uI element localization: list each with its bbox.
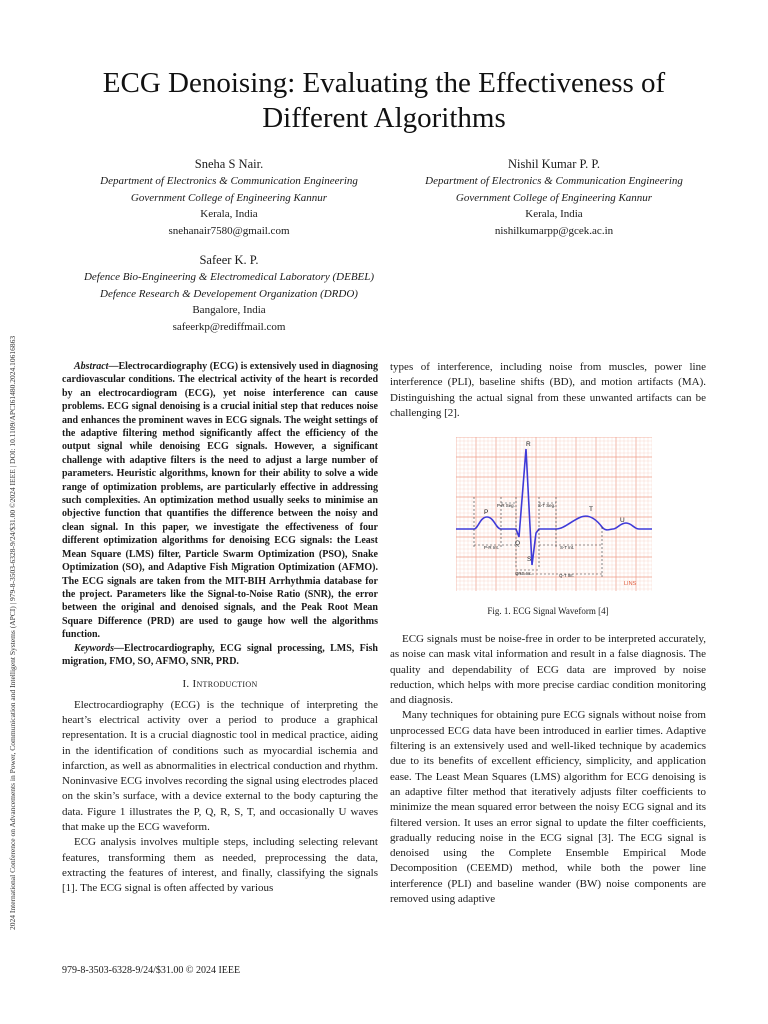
- title-line-1: ECG Denoising: Evaluating the Effectiveness of: [102, 67, 666, 99]
- right-column-body: [390, 632, 706, 907]
- author-name: Safeer K. P.: [199, 253, 259, 267]
- label-st-seg: S-T Seg.: [538, 503, 556, 508]
- author-email[interactable]: snehanair7580@gmail.com: [168, 224, 290, 237]
- keywords-text: —Electrocardiography, ECG signal processing, LMS, Fish migration, FMO, SO, AFMO, SNR, PRD.: [62, 642, 378, 667]
- ecg-waveform-figure: [456, 437, 652, 591]
- label-r: R: [526, 441, 531, 448]
- section-number: I.: [182, 678, 190, 691]
- left-column: [62, 360, 378, 897]
- ecg-waveform-diagram: [456, 437, 652, 591]
- author-location: Bangalore, India: [192, 304, 266, 316]
- label-t: T: [589, 506, 593, 513]
- label-s: S: [527, 556, 532, 563]
- author-organization: Government College of Engineering Kannur: [130, 191, 328, 204]
- label-u: U: [620, 517, 625, 524]
- author-organization: Government College of Engineering Kannur: [455, 191, 653, 204]
- author-name: Sneha S Nair.: [194, 157, 264, 171]
- author-block-3: [54, 251, 404, 335]
- author-department: Department of Electronics & Communication Engineering: [425, 175, 683, 187]
- copyright-footer: 979-8-3503-6328-9/24/$31.00 © 2024 IEEE: [62, 965, 241, 976]
- author-location: Kerala, India: [200, 208, 258, 220]
- author-location: Kerala, India: [525, 208, 583, 220]
- label-qrs-int: QRS Int.: [515, 571, 532, 576]
- author-name: Nishil Kumar P. P.: [507, 157, 601, 171]
- label-pr-seg: P-R Seg.: [497, 503, 515, 508]
- conference-doi-note: 2024 International Conference on Advancements in Power, Communication and Intelligent Systems (APCI) | 979-8-3503-6328-9/24/$31.00 ©2024 IEEE | DOI: 10.1109/APCI61480.2024.10616863: [8, 335, 17, 930]
- section-heading-introduction: [62, 677, 378, 692]
- author-block-2: [384, 155, 724, 239]
- figure-caption: Fig. 1. ECG Signal Waveform [4]: [487, 606, 609, 616]
- label-qt-int: Q-T Int.: [559, 573, 574, 578]
- body-paragraph: ECG signals must be noise-free in order to be interpreted accurately, as noise can mask vital information and result in a false diagnosis. The quality and dependability of ECG data are improved by noise reduction, which helps with more precise cardiac condition monitoring and diagnosis.: [390, 633, 706, 707]
- intro-paragraph: ECG analysis involves multiple steps, including selecting relevant features, transforming them as needed, preprocessing the data, extracting the features of interest, and finally, classifying the signals [1]. The ECG signal is often affected by various: [62, 836, 378, 895]
- body-paragraph: Many techniques for obtaining pure ECG signals without noise from unprocessed ECG data have been introduced in earlier times. Adaptive filtering is an extensively used and well-liked technique by academics due to its benefits of excellent efficiency, simplicity, and application ease. The Least Mean Squares (LMS) algorithm for ECG denoising is an adaptive filter method that iteratively adjusts filter coefficients to minimize the mean squared error between the noisy ECG signal and its filtered version. It uses an error signal to update the filter coefficients, gradually reducing noise in the ECG signal [3]. The ECG signal is denoised using the Complete Ensemble Empirical Mode Decomposition (CEEMD) method, while both the power line interference (PLI) and baseline wander (BW) noise components are removed using adaptive: [390, 709, 706, 906]
- author-email[interactable]: nishilkumarpp@gcek.ac.in: [494, 224, 614, 237]
- section-title: Introduction: [192, 678, 258, 691]
- label-q: Q: [515, 540, 521, 547]
- title-line-2: Different Algorithms: [262, 102, 506, 134]
- watermark-logo: LINS: [624, 581, 637, 587]
- author-organization: Defence Research & Developement Organization (DRDO): [100, 287, 358, 300]
- abstract-text: —Electrocardiography (ECG) is extensively used in diagnosing cardiovascular conditions. The electrical activity of the heart is recorded by an electrocardiogram (ECG), yet noise interference can cause problems. ECG signal denoising is a crucial initial step that reduces noise and enhances the prominent waves in ECG signals. The weight settings of the adaptive filtering method significantly affect the efficiency of the output signal while denoising ECG signals. However, a significant challenge with adaptive filters is the need to adjust a large number of parameters. Heuristic algorithms, known for their ability to solve a wide range of optimization problems, are particularly effective in addressing such complexities. An optimization method usually seeks to minimise an objective function that quantifies the difference between the noisy and clean signal. In this paper, we investigate the effectiveness of four different optimization algorithms for denoising ECG signals: the Least Mean Square (LMS) filter, Particle Swarm Optimization (PSO), Snake Optimization (SO), and Adaptive Fish Migration Optimization (AFMO). The ECG signals are taken from the MIT-BIH Arrhythmia database for the project. Parameters like the Signal-to-Noise Ratio (SNR), the error between the original and denoised signals, and the Peak Root Mean Square Difference (PRD) are used to gauge how well the algorithms function.: [62, 361, 378, 641]
- author-email[interactable]: safeerkp@rediffmail.com: [172, 320, 286, 333]
- author-department: Defence Bio-Engineering & Electromedical Laboratory (DEBEL): [83, 271, 375, 283]
- right-column-top: [390, 360, 706, 421]
- keywords-lead: Keywords: [74, 642, 114, 654]
- paper-title: [0, 66, 768, 136]
- label-p: P: [484, 509, 489, 516]
- abstract: [62, 360, 378, 668]
- author-block-1: [59, 155, 399, 239]
- label-st-int: S-T Int.: [560, 545, 575, 550]
- intro-paragraph: Electrocardiography (ECG) is the technique of interpreting the heart’s electrical activity over a period to produce a graphical representation. It is a crucial diagnostic tool in medical practice, aiding in the identification of conditions such as myocardial ischemia and infarction, as well as abnormalities in electrical conduction and rhythm. Noninvasive ECG involves recording the signal using electrodes placed on the skin’s surface, with a device external to the body capturing the data. Figure 1 illustrates the P, Q, R, S, T, and occasionally U waves that make up the ECG waveform.: [62, 698, 378, 834]
- label-pr-int: P-R Int.: [484, 545, 499, 550]
- author-department: Department of Electronics & Communication Engineering: [100, 175, 358, 187]
- abstract-lead: Abstract: [74, 361, 109, 372]
- continued-paragraph: types of interference, including noise from muscles, power line interference (PLI), baseline shifts (BD), and motion artifacts (MA). Distinguishing the actual signal from these unwanted artifacts can be challenging [2].: [390, 361, 706, 419]
